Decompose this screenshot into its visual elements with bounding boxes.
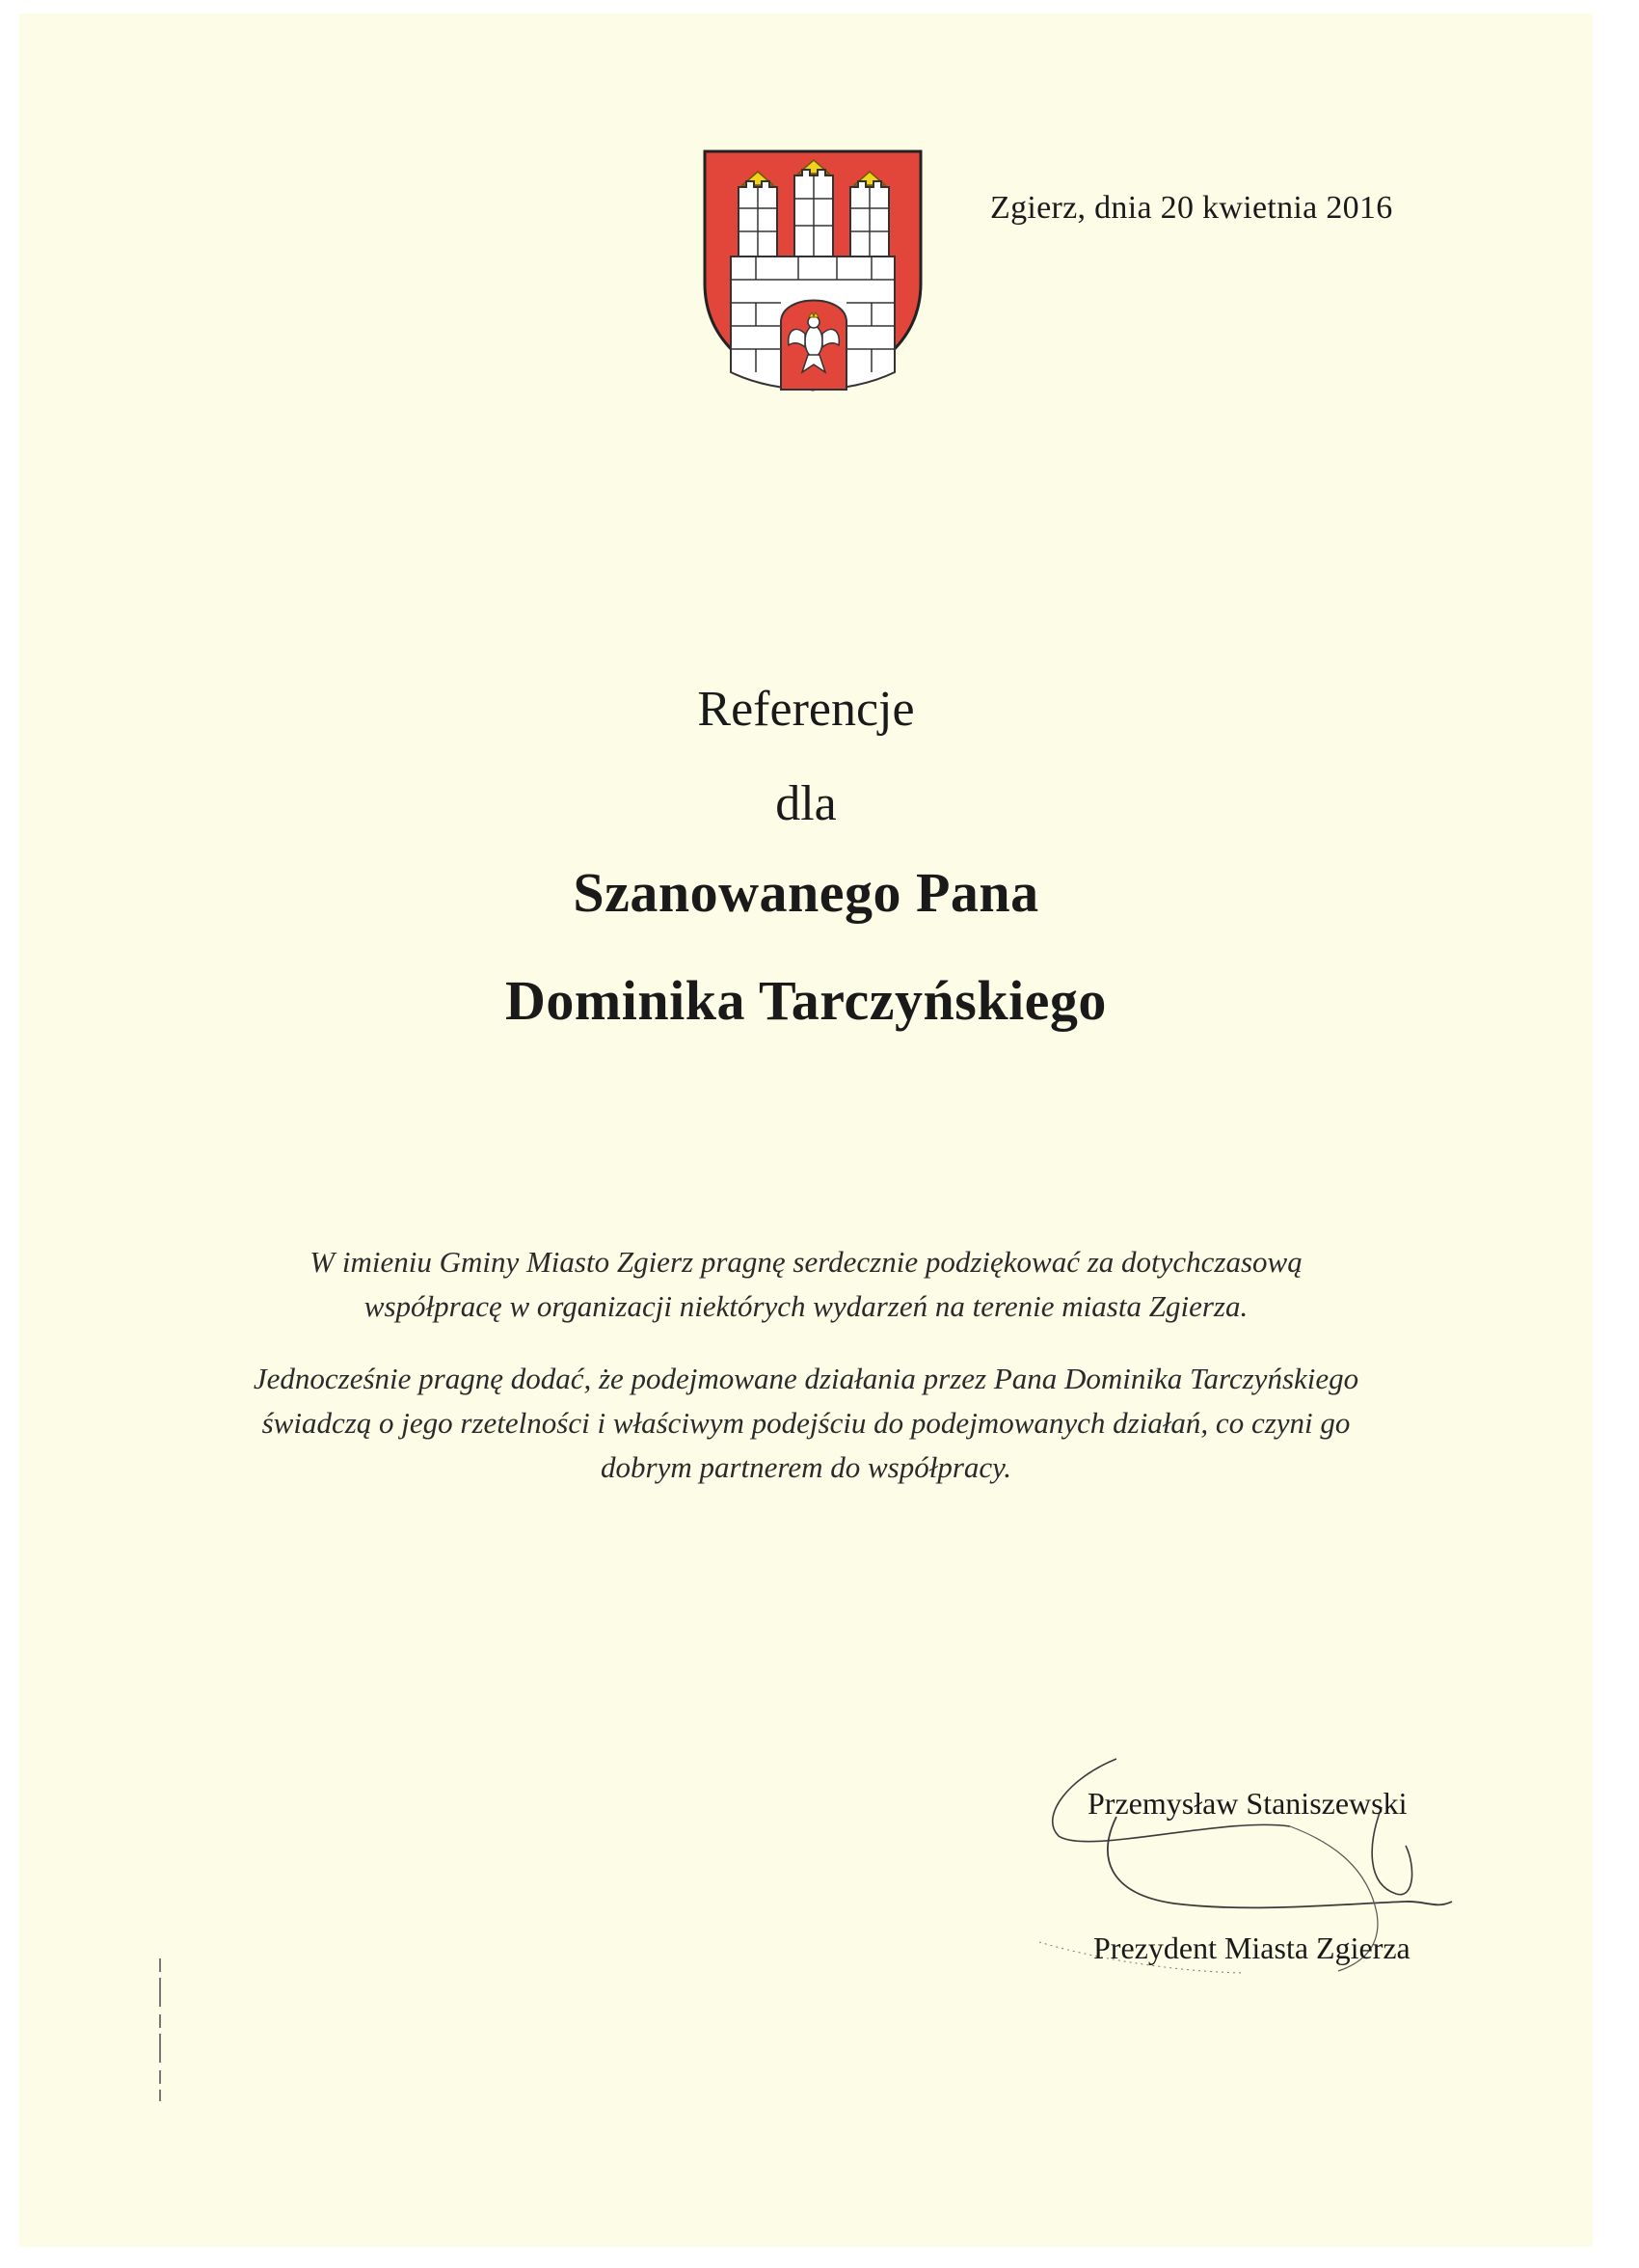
scan-artifact-line [150,1957,170,2111]
paragraph-line: Jednocześnie pragnę dodać, że podejmowane działania przez Pana Dominika Tarczyńskiego [253,1362,1359,1395]
document-title: Referencje [697,682,915,737]
zgierz-coat-of-arms [702,148,924,392]
paragraph-line: świadczą o jego rzetelności i właściwym podejściu do podejmowanych działań, co czyni go [261,1406,1351,1440]
recipient-name: Dominika Tarczyńskiego [505,969,1107,1032]
signer-name: Przemysław Staniszewski [1088,1786,1408,1821]
paragraph-line: współpracę w organizacji niektórych wydarzeń na terenie miasta Zgierza. [363,1289,1249,1323]
recipient-salutation: Szanowanego Pana [573,861,1039,924]
document-date: Zgierz, dnia 20 kwietnia 2016 [990,190,1393,226]
signer-title: Prezydent Miasta Zgierza [1093,1930,1411,1965]
paragraph-line: dobrym partnerem do współpracy. [601,1450,1011,1484]
for-word: dla [775,776,837,831]
document-page [19,14,1593,2247]
body-paragraph-1 [19,1240,1593,1329]
body-paragraph-2 [19,1357,1593,1490]
paragraph-line: W imieniu Gminy Miasto Zgierz pragnę serdecznie podziękować za dotychczasową [309,1245,1303,1279]
